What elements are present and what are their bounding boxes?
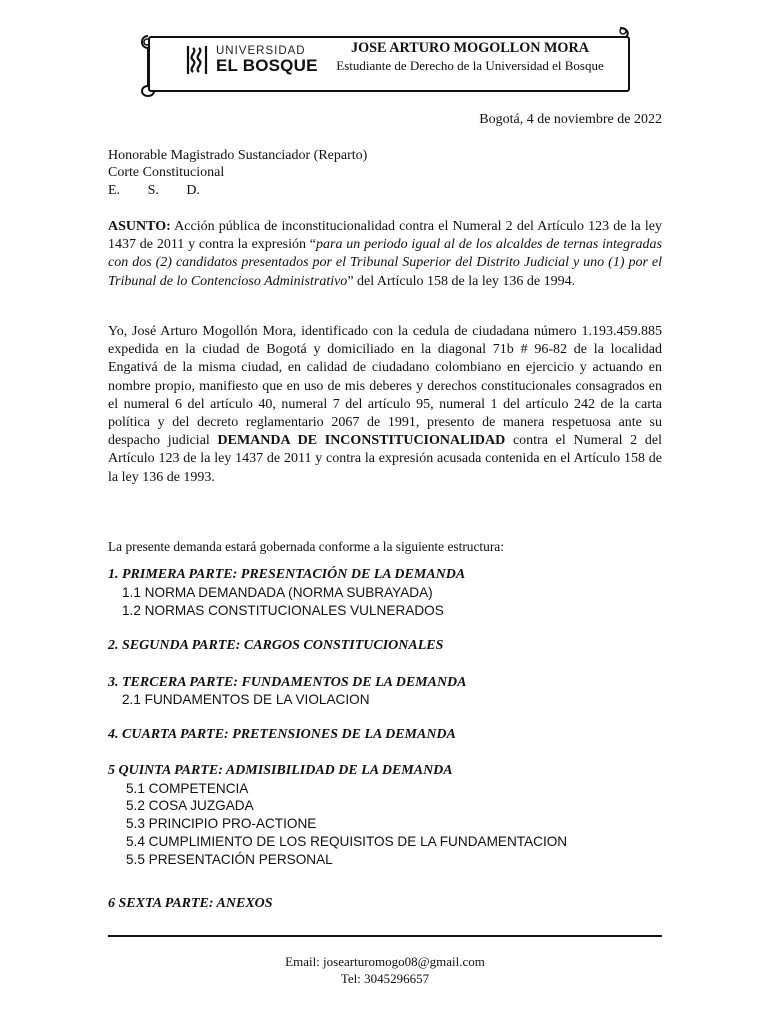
structure-intro: La presente demanda estará gobernada conforme a la siguiente estructura: (108, 539, 504, 554)
section-5: 5 QUINTA PARTE: ADMISIBILIDAD DE LA DEMANDA (108, 763, 453, 778)
section-1-2: 1.2 NORMAS CONSTITUCIONALES VULNERADOS (122, 603, 444, 618)
section-4: 4. CUARTA PARTE: PRETENSIONES DE LA DEMANDA (108, 727, 456, 742)
section-6: 6 SEXTA PARTE: ANEXOS (108, 896, 273, 911)
section-3: 3. TERCERA PARTE: FUNDAMENTOS DE LA DEMANDA (108, 675, 467, 690)
body-text-end: contra el Numeral 2 del Artículo 123 de la ley 1437 de 2011 y contra la expresión acusada contenida en el Artículo 158 de la ley 136 de 1993. (108, 433, 663, 485)
section-2: 2. SEGUNDA PARTE: CARGOS CONSTITUCIONALES (108, 638, 444, 653)
esd-line (108, 182, 200, 200)
addressee-line-1: Honorable Magistrado Sustanciador (Reparto) (108, 148, 368, 163)
footer-phone: Tel: 3045296657 (340, 971, 430, 986)
university-crest-icon (184, 44, 210, 76)
asunto-label: ASUNTO: (108, 219, 171, 234)
esd-d: D. (186, 183, 200, 198)
asunto-quote: para un periodo igual al de los alcaldes de ternas integradas con dos (2) candidatos presentados por el Tribunal Superior del Distrito Judicial y uno (1) por el Tribunal de lo Contencioso Administrativo (108, 237, 663, 289)
footer-email: Email: josearturomogo08@gmail.com (285, 954, 485, 969)
logo-line-1: UNIVERSIDAD (216, 44, 306, 57)
section-5-2: 5.2 COSA JUZGADA (126, 798, 254, 813)
section-5-3: 5.3 PRINCIPIO PRO-ACTIONE (126, 816, 317, 831)
section-1-1: 1.1 NORMA DEMANDADA (NORMA SUBRAYADA) (122, 585, 433, 600)
esd-s: S. (147, 183, 159, 198)
body-text: Yo, José Arturo Mogollón Mora, identificado con la cedula de ciudadana número 1.193.459.885 expedida en la ciudad de Bogotá y domiciliado en la diagonal 71b # 96-82 de la localidad Engativá de la misma ciudad, en calidad de ciudadano colombiano en ejercicio y actuando en nombre propio, manifiesto que en uso de mis deberes y derechos constitucionales consagrados en el numeral 6 del artículo 40, numeral 7 del artículo 95, numeral 1 del artículo 242 de la carta política y del decreto reglamentario 2067 de 1991, presento de manera respetuosa ante su despacho judicial (108, 324, 662, 449)
body-bold: DEMANDA DE INCONSTITUCIONALIDAD (217, 433, 506, 449)
logo-line-2: EL BOSQUE (216, 56, 318, 76)
asunto-text: Acción pública de inconstitucionalidad contra el Numeral 2 del Artículo 123 de la ley 1437 de 2011 y contra la expresión “ (108, 219, 662, 253)
author-subtitle: Estudiante de Derecho de la Universidad el Bosque (336, 58, 604, 73)
asunto-paragraph (108, 218, 662, 291)
author-name: JOSE ARTURO MOGOLLON MORA (351, 40, 589, 56)
section-5-5: 5.5 PRESENTACIÓN PERSONAL (126, 852, 333, 867)
section-3-1: 2.1 FUNDAMENTOS DE LA VIOLACION (122, 692, 370, 707)
footer-divider (108, 935, 662, 937)
section-5-4: 5.4 CUMPLIMIENTO DE LOS REQUISITOS DE LA FUNDAMENTACION (126, 834, 568, 849)
esd-e: E. (108, 183, 121, 198)
university-logo (184, 42, 324, 78)
addressee-line-2: Corte Constitucional (108, 165, 225, 180)
section-1: 1. PRIMERA PARTE: PRESENTACIÓN DE LA DEMANDA (108, 567, 466, 582)
asunto-text-end: ” del Artículo 158 de la ley 136 de 1994. (347, 273, 576, 289)
letter-date: Bogotá, 4 de noviembre de 2022 (479, 112, 662, 127)
body-paragraph (108, 323, 662, 487)
section-5-1: 5.1 COMPETENCIA (126, 781, 249, 796)
